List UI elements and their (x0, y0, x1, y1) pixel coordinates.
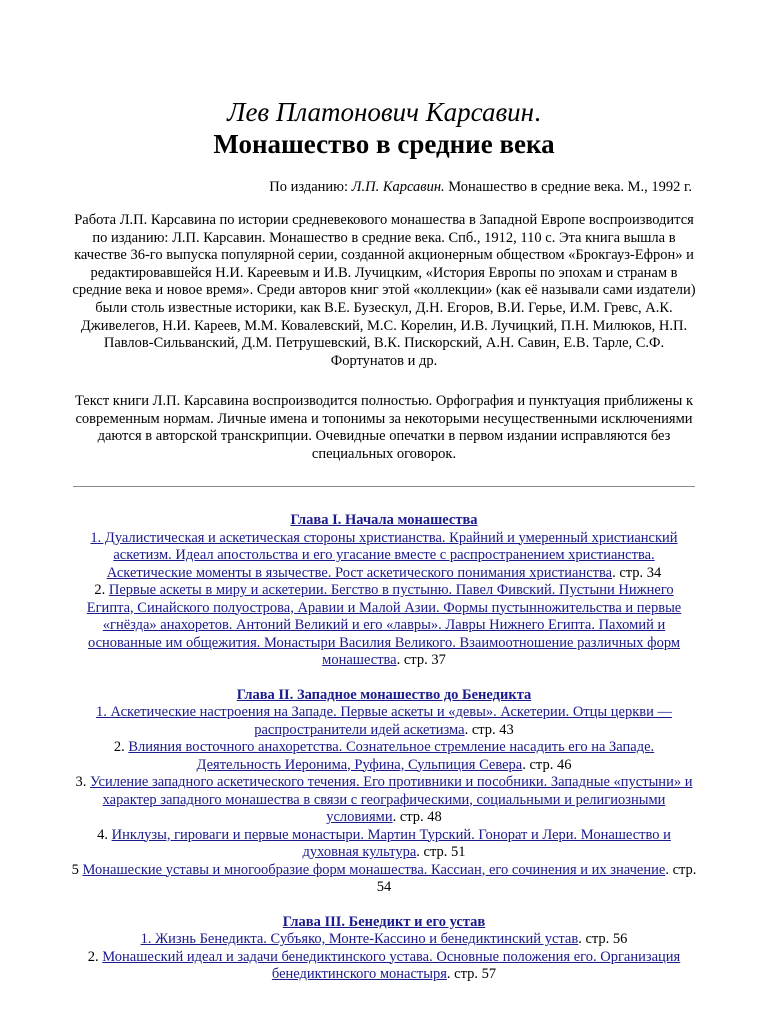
intro-paragraph-1: Работа Л.П. Карсавина по истории средневекового монашества в Западной Европе воспроизводится по изданию: Л.П. Карсавин. Монашество в средние века. Спб., 1912, 110 с. Эта книга вышла в качестве 36-го выпуска популярной серии, созданной акционерным обществом «Брокгауз-Ефрон» и редактировавшейся Н.И. Кареевым и И.В. Лучицким, «История Европы по эпохам и странам в средние века и новое время». Среди авторов книг этой «коллекции» (как её называли сами издатели) были столь известные историки, как В.Е. Бузескул, Д.Н. Егоров, В.И. Герье, И.М. Гревс, А.К. Дживелегов, Н.И. Кареев, М.М. Ковалевский, М.С. Корелин, И.В. Лучицкий, П.Н. Милюков, Н.П. Павлов-Сильванский, Д.М. Петрушевский, В.К. Пискорский, А.Н. Савин, Е.В. Тарле, С.Ф. Фортунатов и др. (72, 212, 696, 369)
toc-link-2-1[interactable]: 1. Аскетические настроения на Западе. Первые аскеты и «девы». Аскетерии. Отцы церкви — распространители идей аскетизма (96, 704, 672, 738)
edition-line (0, 179, 692, 196)
intro-paragraph-2: Текст книги Л.П. Карсавина воспроизводится полностью. Орфография и пунктуация приближены к современным нормам. Личные имена и топонимы за некоторыми несущественными исключениями даются в авторской транскрипции. Очевидные опечатки в первом издании исправляются без специальных оговорок. (74, 393, 694, 462)
toc-gap (70, 670, 698, 687)
toc-link-1-2[interactable]: Первые аскеты в миру и аскетерии. Бегство в пустыню. Павел Фивский. Пустыни Нижнего Египта, Синайского полуострова, Аравии и Малой Азии. Формы пустынножительства и первые «гнёзда» анахоретов. Антоний Великий и его «лавры». Лавры Нижнего Египта. Пахомий и основанные им общежития. Монастыри Василия Великого. Взаимоотношение различных форм монашества (86, 582, 682, 668)
chapter-2-heading (70, 687, 698, 705)
toc-num-3-2: 2. (87, 948, 103, 965)
toc-page-3-1: . стр. 56 (578, 931, 628, 947)
toc-entry-2-1 (70, 704, 698, 739)
title-book: Монашество в средние века (213, 129, 555, 159)
toc-entry-2-4 (70, 827, 698, 862)
toc-link-2-5[interactable]: Монашеские уставы и многообразие форм монашества. Кассиан, его сочинения и их значение (82, 861, 666, 878)
chapter-3-link[interactable]: Глава III. Бенедикт и его устав (282, 913, 486, 930)
toc-entry-2-5 (70, 862, 698, 897)
toc-page-2-3: . стр. 48 (392, 809, 442, 825)
toc-num-2-4: 4. (97, 826, 112, 843)
chapter-1-link[interactable]: Глава I. Начала монашества (290, 512, 478, 528)
toc-link-2-3[interactable]: Усиление западного аскетического течения. Его противники и пособники. Западные «пустыни» и характер западного монашества в связи с географическими, социальными и религиозными условиями (90, 774, 693, 825)
edition-author: Л.П. Карсавин. (351, 179, 445, 195)
toc-link-3-2[interactable]: Монашеский идеал и задачи бенедиктинского устава. Основные положения его. Организация бенедиктинского монастыря (102, 948, 681, 982)
toc-entry-3-1 (70, 931, 698, 949)
horizontal-divider (73, 486, 695, 487)
chapter-2-link[interactable]: Глава II. Западное монашество до Бенедикта (236, 686, 532, 703)
chapter-1-heading (70, 512, 698, 530)
toc-entry-3-2 (70, 949, 698, 984)
toc-page-2-1: . стр. 43 (464, 721, 514, 738)
toc-entry-2-3 (70, 774, 698, 827)
toc-num-2-3: 3. (75, 774, 91, 790)
toc-page-3-2: . стр. 57 (446, 966, 497, 982)
toc-page-1-2: . стр. 37 (396, 652, 446, 668)
toc-page-2-4: . стр. 51 (416, 844, 466, 860)
toc-link-2-4[interactable]: Инклузы, гироваги и первые монастыри. Мартин Турский. Гонорат и Лери. Монашество и духовная культура (111, 826, 671, 860)
toc-entry-2-2 (70, 739, 698, 774)
document-title (0, 96, 768, 160)
edition-rest: Монашество в средние века. М., 1992 г. (444, 179, 692, 195)
toc-link-2-2[interactable]: Влияния восточного анахоретства. Сознательное стремление насадить его на Западе. Деятельность Иеронима, Руфина, Сульпиция Севера (128, 739, 655, 773)
toc-page-1-1: . стр. 34 (612, 564, 662, 581)
toc-link-3-1[interactable]: 1. Жизнь Бенедикта. Субъяко, Монте-Кассино и бенедиктинский устав (140, 931, 579, 947)
toc-link-1-1[interactable]: 1. Дуалистическая и аскетическая стороны христианства. Крайний и умеренный христианский аскетизм. Идеал апостольства и его угасание вместе с распространением христианства. Аскетические моменты в язычестве. Рост аскетического понимания христианства (90, 529, 678, 581)
toc-page-2-2: . стр. 46 (522, 756, 572, 773)
table-of-contents (70, 512, 698, 984)
chapter-3-heading (70, 914, 698, 932)
edition-prefix: По изданию: (269, 179, 352, 195)
toc-entry-1-2 (70, 582, 698, 670)
toc-num-1-2: 2. (94, 582, 109, 598)
toc-page-2-5: . стр. 54 (376, 861, 697, 895)
toc-gap (70, 897, 698, 914)
toc-entry-1-1 (70, 530, 698, 583)
toc-num-2-2: 2. (113, 739, 129, 755)
title-author: Лев Платонович Карсавин. (227, 97, 541, 127)
toc-num-2-5: 5 (71, 861, 83, 878)
